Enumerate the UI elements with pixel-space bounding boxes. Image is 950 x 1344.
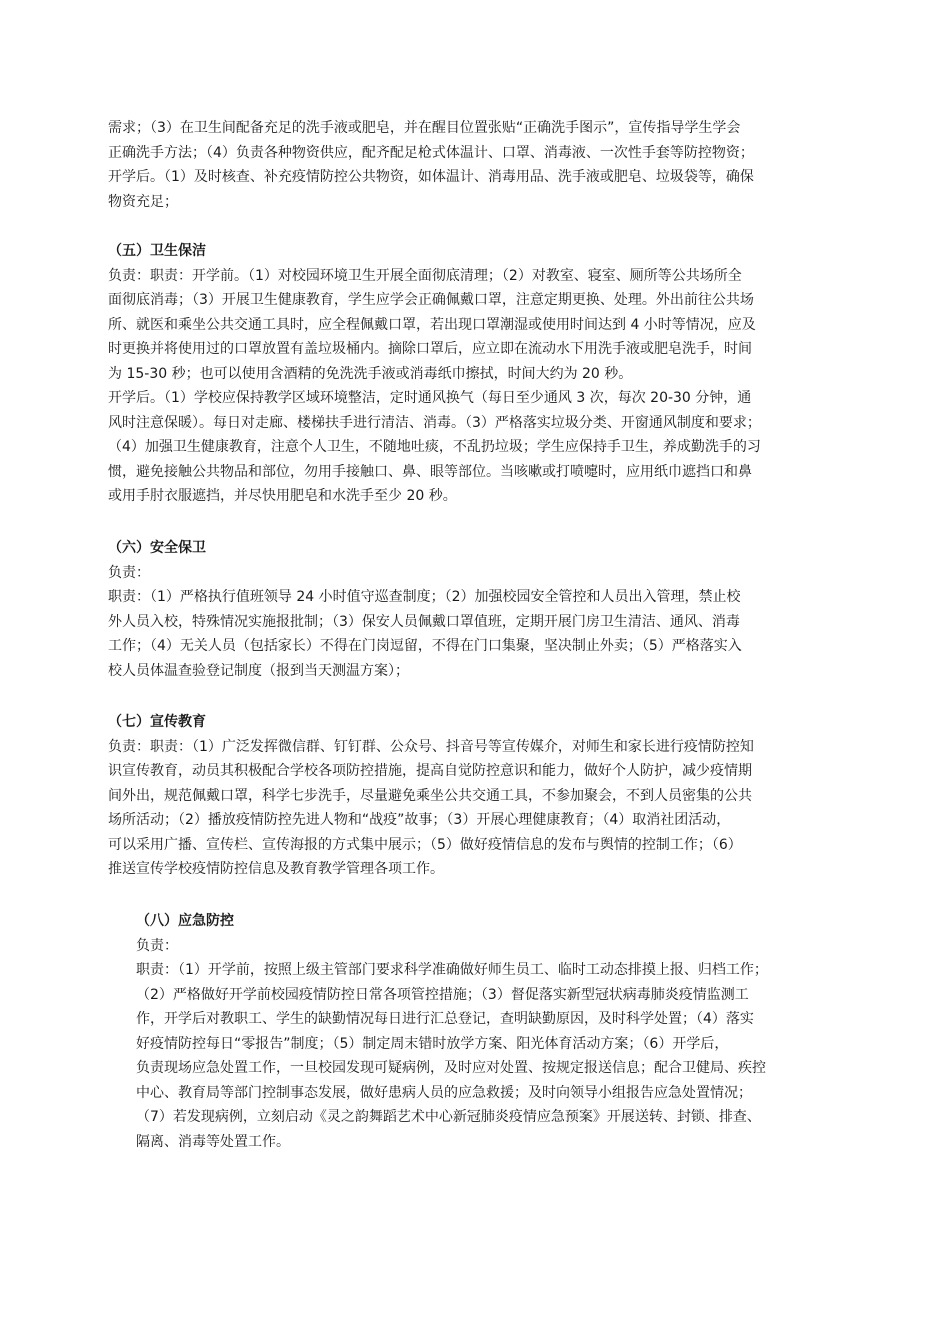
paragraph-line: 职责：（1）开学前，按照上级主管部门要求科学准确做好师生员工、临时工动态排摸上报、归档工作； [136, 962, 768, 978]
section-publicity [108, 710, 868, 882]
paragraph-line: 好疫情防控每日“零报告”制度；（5）制定周末错时放学方案、阳光体育活动方案；（6）开学后， [136, 1035, 729, 1052]
paragraph-line: 时更换并将使用过的口罩放置有盖垃圾桶内。摘除口罩后，应立即在流动水下用洗手液或肥皂洗手，时间 [108, 341, 752, 357]
paragraph-line: 隔离、消毒等处置工作。 [136, 1133, 290, 1150]
paragraph-line: 间外出，规范佩戴口罩，科学七步洗手，尽量避免乘坐公共交通工具，不参加聚会，不到人员密集的公共 [108, 787, 752, 804]
paragraph-line: 中心、教育局等部门控制事态发展，做好患病人员的应急救援；及时向领导小组报告应急处置情况； [136, 1084, 752, 1101]
paragraph-line: 场所活动；（2）播放疫情防控先进人物和“战疫”故事；（3）开展心理健康教育；（4）取消社团活动， [108, 812, 731, 828]
paragraph-line: 识宣传教育，动员其积极配合学校各项防控措施，提高自觉防控意识和能力，做好个人防护，减少疫情期 [108, 763, 752, 779]
paragraph-line: 需求；（3）在卫生间配备充足的洗手液或肥皂，并在醒目位置张贴“正确洗手图示”，宣传指导学生学会 [108, 120, 741, 136]
section-heading: （六）安全保卫 [108, 540, 206, 556]
intro-paragraph [108, 116, 868, 214]
paragraph-line: 工作；（4）无关人员（包括家长）不得在门岗逗留，不得在门口集聚，坚决制止外卖；（5）严格落实入 [108, 638, 742, 654]
section-emergency [136, 909, 896, 1154]
paragraph-line: 所、就医和乘坐公共交通工具时，应全程佩戴口罩，若出现口罩潮湿或使用时间达到 4 小时等情况，应及 [108, 316, 756, 333]
paragraph-line: 面彻底消毒；（3）开展卫生健康教育，学生应学会正确佩戴口罩，注意定期更换、处理。外出前往公共场 [108, 292, 754, 308]
paragraph-line: 作，开学后对教职工、学生的缺勤情况每日进行汇总登记，查明缺勤原因，及时科学处置；（4）落实 [136, 1011, 754, 1027]
section-heading: （七）宣传教育 [108, 714, 206, 730]
paragraph-line: 或用手肘衣服遮挡，并尽快用肥皂和水洗手至少 20 秒。 [108, 488, 457, 504]
paragraph-line: 开学后。（1）学校应保持教学区域环境整洁，定时通风换气（每日至少通风 3 次，每次 20-30 分钟，通 [108, 390, 752, 406]
paragraph-line: （7）若发现病例，立刻启动《灵之韵舞蹈艺术中心新冠肺炎疫情应急预案》开展送转、封锁、排查、 [136, 1109, 761, 1125]
paragraph-line: 负责： [108, 564, 150, 581]
paragraph-line: 惯，避免接触公共物品和部位，勿用手接触口、鼻、眼等部位。当咳嗽或打喷嚏时，应用纸巾遮挡口和鼻 [108, 463, 752, 480]
paragraph-line: 为 15-30 秒；也可以使用含酒精的免洗洗手液或消毒纸巾擦拭，时间大约为 20 秒。 [108, 365, 633, 382]
paragraph-line: 正确洗手方法；（4）负责各种物资供应，配齐配足枪式体温计、口罩、消毒液、一次性手套等防控物资； [108, 144, 754, 161]
paragraph-line: 负责：职责：开学前。（1）对校园环境卫生开展全面彻底清理；（2）对教室、寝室、厕所等公共场所全 [108, 267, 742, 284]
paragraph-line: 负责： [136, 937, 178, 954]
paragraph-line: 负责：职责：（1）广泛发挥微信群、钉钉群、公众号、抖音号等宣传媒介，对师生和家长进行疫情防控知 [108, 738, 754, 755]
paragraph-line: 开学后。（1）及时核查、补充疫情防控公共物资，如体温计、消毒用品、洗手液或肥皂、垃圾袋等，确保 [108, 169, 754, 185]
section-security [108, 536, 868, 683]
paragraph-line: 物资充足； [108, 193, 178, 210]
paragraph-line: 校人员体温查验登记制度（报到当天测温方案）； [108, 662, 409, 679]
section-heading: （八）应急防控 [136, 913, 234, 929]
section-sanitation [108, 239, 868, 509]
paragraph-line: 外人员入校，特殊情况实施报批制；（3）保安人员佩戴口罩值班，定期开展门房卫生清洁、通风、消毒 [108, 613, 740, 630]
section-heading: （五）卫生保洁 [108, 243, 206, 259]
paragraph-line: 负责现场应急处置工作，一旦校园发现可疑病例，及时应对处置、按规定报送信息；配合卫健局、疾控 [136, 1060, 766, 1076]
paragraph-line: （4）加强卫生健康教育，注意个人卫生，不随地吐痰，不乱扔垃圾；学生应保持手卫生，养成勤洗手的习 [108, 439, 761, 455]
paragraph-line: （2）严格做好开学前校园疫情防控日常各项管控措施；（3）督促落实新型冠状病毒肺炎疫情监测工 [136, 986, 749, 1003]
paragraph-line: 可以采用广播、宣传栏、宣传海报的方式集中展示；（5）做好疫情信息的发布与舆情的控制工作；（6） [108, 836, 742, 853]
paragraph-line: 推送宣传学校疫情防控信息及教育教学管理各项工作。 [108, 861, 444, 877]
paragraph-line: 风时注意保暖）。每日对走廊、楼梯扶手进行清洁、消毒。（3）严格落实垃圾分类、开窗通风制度和要求； [108, 414, 761, 431]
paragraph-line: 职责：（1）严格执行值班领导 24 小时值守巡查制度；（2）加强校园安全管控和人员出入管理，禁止校 [108, 589, 741, 605]
